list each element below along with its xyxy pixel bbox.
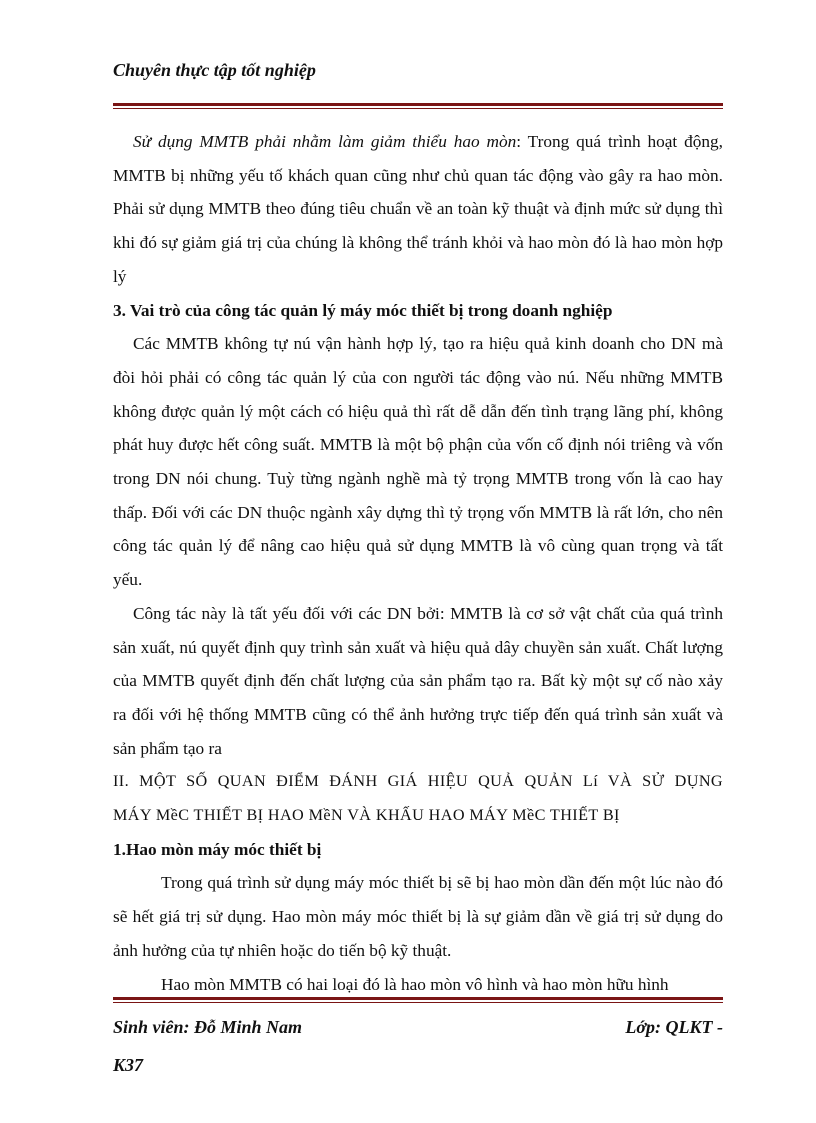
page-header-title: Chuyên thực tập tốt nghiệp <box>113 60 316 80</box>
heading-subsection-1: 1.Hao mòn máy móc thiết bị <box>113 839 322 859</box>
section-2-title-line-1: II. MỘT SỐ QUAN ĐIỂM ĐÁNH GIÁ HIỆU QUẢ QUẢN Lí VÀ SỬ DỤNG <box>113 772 723 791</box>
paragraph-1-lead: Sử dụng MMTB phải nhằm làm giảm thiểu hao mòn <box>133 132 517 151</box>
paragraph-4: Trong quá trình sử dụng máy móc thiết bị sẽ bị hao mòn dần đến một lúc nào đó sẽ hết giá trị sử dụng. Hao mòn máy móc thiết bị là sự giảm dần về giá trị sử dụng do ảnh hưởng của tự nhiên hoặc do tiến bộ kỹ thuật. <box>113 873 723 960</box>
page-footer <box>113 1017 723 1038</box>
section-2-title-line-2: MÁY MềC THIẾT BỊ HAO MềN VÀ KHẤU HAO MÁY MềC THIẾT BỊ <box>113 806 620 825</box>
heading-section-3: 3. Vai trò của công tác quản lý máy móc thiết bị trong doanh nghiệp <box>113 300 613 320</box>
footer-class-continued: K37 <box>113 1055 144 1075</box>
header-divider <box>113 103 723 109</box>
footer-student: Sinh viên: Đỗ Minh Nam <box>113 1017 303 1037</box>
footer-divider <box>113 997 723 1003</box>
paragraph-1 <box>113 125 723 294</box>
footer-class: Lớp: QLKT - <box>625 1017 723 1037</box>
document-body <box>113 125 723 1001</box>
paragraph-5: Hao mòn MMTB có hai loại đó là hao mòn vô hình và hao mòn hữu hình <box>161 974 669 994</box>
paragraph-1-text: : Trong quá trình hoạt động, MMTB bị những yếu tố khách quan cũng như chủ quan tác động vào gây ra hao mòn. Phải sử dụng MMTB theo đúng tiêu chuẩn về an toàn kỹ thuật và định mức sử dụng thì khi đó sự giảm giá trị của chúng là không thể tránh khỏi và hao mòn đó là hao mòn hợp lý <box>113 132 723 286</box>
paragraph-2: Các MMTB không tự nú vận hành hợp lý, tạo ra hiệu quả kinh doanh cho DN mà đòi hỏi phải có công tác quản lý của con người tác động vào nú. Nếu những MMTB không được quản lý một cách có hiệu quả thì rất dễ dẫn đến tình trạng lãng phí, không phát huy được hết công suất. MMTB là một bộ phận của vốn cố định nói triêng và vốn trong DN nói chung. Tuỳ từng ngành nghề mà tỷ trọng MMTB trong vốn là cao hay thấp. Đối với các DN thuộc ngành xây dựng thì tỷ trọng vốn MMTB là rất lớn, cho nên công tác quản lý để nâng cao hiệu quả sử dụng MMTB là vô cùng quan trọng và tất yếu. <box>113 334 723 590</box>
paragraph-3: Công tác này là tất yếu đối với các DN bởi: MMTB là cơ sở vật chất của quá trình sản xuất, nú quyết định quy trình sản xuất và hiệu quả dây chuyền sản xuất. Chất lượng của MMTB quyết định đến chất lượng của sản phẩm tạo ra. Bất kỳ một sự cố nào xảy ra đối với hệ thống MMTB cũng có thể ảnh hưởng trực tiếp đến quá trình sản xuất và sản phẩm tạo ra <box>113 603 723 758</box>
